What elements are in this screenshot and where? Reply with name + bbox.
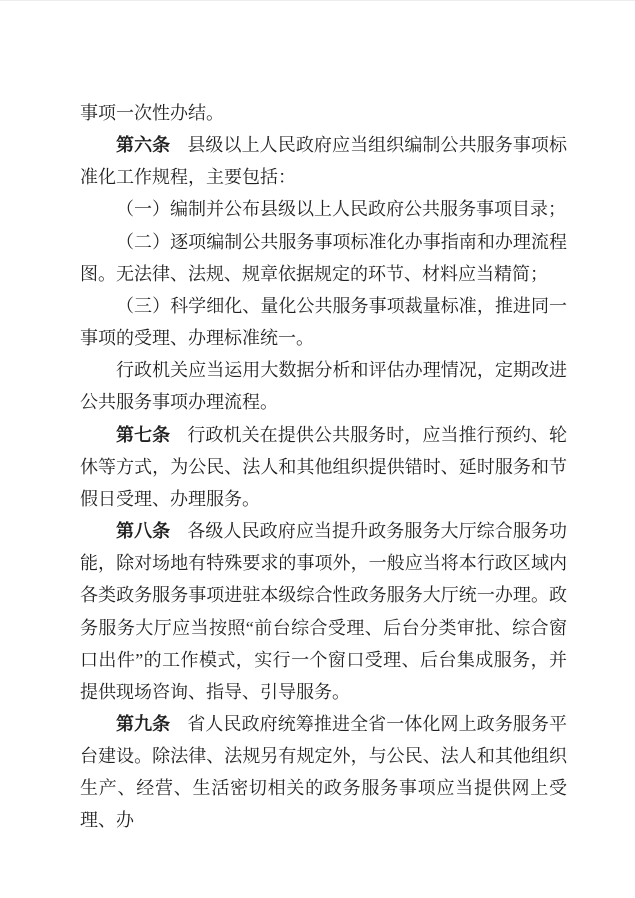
page-top-edge	[0, 0, 635, 1]
paragraph-text: 县级以上人民政府应当组织编制公共服务事项标准化工作规程，主要包括：	[80, 135, 567, 188]
paragraph	[80, 97, 567, 129]
paragraph-text: 事项一次性办结。	[80, 103, 224, 123]
paragraph-text: （三）科学细化、量化公共服务事项裁量标准，推进同一事项的受理、办理标准统一。	[80, 295, 567, 349]
paragraph-text: （一）编制并公布县级以上人民政府公共服务事项目录；	[116, 199, 566, 220]
paragraph-text: 行政机关在提供公共服务时，应当推行预约、轮休等方式，为公民、法人和其他组织提供错时、延时服务和节假日受理、办理服务。	[80, 424, 567, 509]
paragraph	[80, 129, 567, 193]
paragraph	[80, 354, 567, 418]
paragraph-text: （二）逐项编制公共服务事项标准化办事指南和办理流程图。无法律、法规、规章依据规定的环节、材料应当精简；	[80, 231, 567, 284]
paragraph-text: 省人民政府统筹推进全省一体化网上政务服务平台建设。除法律、法规另有规定外，与公民、法人和其他组织生产、经营、生活密切相关的政务服务事项应当提供网上受理、办	[80, 713, 567, 831]
paragraph	[80, 226, 567, 290]
paragraph	[80, 419, 567, 515]
article-number-label: 第六条	[116, 135, 171, 156]
paragraph-text: 行政机关应当运用大数据分析和评估办理情况，定期改进公共服务事项办理流程。	[80, 360, 567, 413]
article-number-label: 第七条	[116, 424, 171, 445]
paragraph	[80, 515, 567, 708]
paragraph	[80, 193, 567, 225]
paragraph	[80, 708, 567, 837]
article-number-label: 第九条	[116, 713, 171, 734]
paragraph	[80, 290, 567, 354]
paragraph-text: 各级人民政府应当提升政务服务大厅综合服务功能，除对场地有特殊要求的事项外，一般应当将本行政区域内各类政务服务事项进驻本级综合性政务服务大厅统一办理。政务服务大厅应当按照“前台综合受理、后台分类审批、综合窗口出件”的工作模式，实行一个窗口受理、后台集成服务，并提供现场咨询、指导、引导服务。	[80, 521, 567, 702]
article-number-label: 第八条	[116, 521, 171, 542]
